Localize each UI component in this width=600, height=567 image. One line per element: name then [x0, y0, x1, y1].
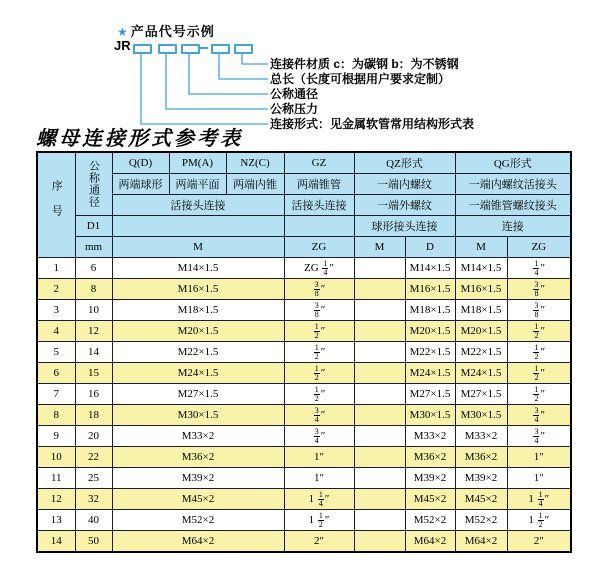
col-gz: GZ — [284, 152, 354, 174]
qg-desc: 一端内螺纹活接头 — [455, 174, 571, 195]
qz-m-cell — [354, 258, 405, 279]
product-code-heading-text: 产品代号示例 — [130, 24, 215, 39]
qz-m-unit: M — [354, 237, 405, 258]
table-row — [37, 384, 571, 405]
dn-cell: 50 — [75, 531, 112, 553]
qz-d-cell: M18×1.5 — [405, 300, 455, 321]
qz-d-cell: M64×2 — [405, 531, 455, 553]
q-desc: 两端球形 — [112, 174, 169, 195]
qg-zg-cell: 2″ — [507, 531, 571, 553]
star-icon: ★ — [117, 25, 129, 39]
qg-zg-cell: $\frac{1}{4}$ ″ — [507, 258, 571, 279]
serial-cell: 7 — [37, 384, 75, 405]
qz-d-unit: D — [405, 237, 455, 258]
qz-d-cell: M22×1.5 — [405, 342, 455, 363]
qz-m-cell — [354, 447, 405, 468]
code-box-4 — [211, 44, 230, 54]
qg-zg-cell: $\frac{3}{4}$ ″ — [507, 426, 571, 447]
qg-m-cell: M22×1.5 — [455, 342, 507, 363]
serial-cell: 1 — [37, 258, 75, 279]
code-box-2 — [158, 44, 177, 54]
col-qz: QZ形式 — [354, 152, 455, 174]
nz-desc: 两端内锥 — [226, 174, 284, 195]
col-nominal-dia: 公称通径 — [75, 152, 112, 216]
table-row — [37, 531, 571, 553]
serial-cell: 11 — [37, 468, 75, 489]
dn-cell: 8 — [75, 279, 112, 300]
zg-cell: $\frac{1}{2}$ ″ — [284, 384, 354, 405]
zg-cell: ZG $\frac{1}{4}$ ″ — [284, 258, 354, 279]
blank-cell — [284, 216, 354, 237]
qz-d-cell: M27×1.5 — [405, 384, 455, 405]
qz-m-cell — [354, 342, 405, 363]
serial-cell: 12 — [37, 489, 75, 510]
qz-m-cell — [354, 363, 405, 384]
qg-zg-cell: $\frac{1}{2}$ ″ — [507, 384, 571, 405]
qz-d-cell: M24×1.5 — [405, 363, 455, 384]
serial-cell: 2 — [37, 279, 75, 300]
qz-d-cell: M39×2 — [405, 468, 455, 489]
qg-zg-cell: $\frac{1}{2}$ ″ — [507, 363, 571, 384]
m-thread-cell: M30×1.5 — [112, 405, 284, 426]
qz-d-cell: M36×2 — [405, 447, 455, 468]
qg-zg-cell: $\frac{3}{8}$ ″ — [507, 279, 571, 300]
qg-m-cell: M18×1.5 — [455, 300, 507, 321]
gz-desc: 两端锥管 — [284, 174, 354, 195]
nut-connection-table — [36, 151, 572, 553]
serial-cell: 9 — [37, 426, 75, 447]
serial-cell: 6 — [37, 363, 75, 384]
m-thread-cell: M24×1.5 — [112, 363, 284, 384]
dn-cell: 40 — [75, 510, 112, 531]
m-thread-cell: M39×2 — [112, 468, 284, 489]
dn-cell: 15 — [75, 363, 112, 384]
qg-m-cell: M24×1.5 — [455, 363, 507, 384]
d1-label: D1 — [75, 216, 112, 237]
qg-row4: 连接 — [455, 216, 571, 237]
m-thread-cell: M22×1.5 — [112, 342, 284, 363]
gz-row3: 活接头连接 — [284, 195, 354, 216]
dn-cell: 12 — [75, 321, 112, 342]
qz-m-cell — [354, 300, 405, 321]
qg-m-cell: M45×2 — [455, 489, 507, 510]
union-joint: 活接头连接 — [112, 195, 284, 216]
mm-label: mm — [75, 237, 112, 258]
qz-d-cell: M20×1.5 — [405, 321, 455, 342]
qg-zg-cell: 1″ — [507, 447, 571, 468]
zg-cell: 1 $\frac{1}{2}$ ″ — [284, 510, 354, 531]
qz-m-cell — [354, 384, 405, 405]
code-dash — [200, 47, 208, 49]
table-row — [37, 258, 571, 279]
qg-m-cell: M36×2 — [455, 447, 507, 468]
dn-cell: 25 — [75, 468, 112, 489]
m-thread-cell: M64×2 — [112, 531, 284, 553]
qg-m-cell: M52×2 — [455, 510, 507, 531]
col-pm: PM(A) — [169, 152, 226, 174]
label-nominal-press: 公称压力 — [270, 102, 319, 116]
qz-d-cell: M30×1.5 — [405, 405, 455, 426]
qz-row4: 球形接头连接 — [354, 216, 455, 237]
table-row — [37, 300, 571, 321]
serial-cell: 10 — [37, 447, 75, 468]
qg-m-cell: M64×2 — [455, 531, 507, 553]
serial-cell: 8 — [37, 405, 75, 426]
m-thread-cell: M20×1.5 — [112, 321, 284, 342]
col-qg: QG形式 — [455, 152, 571, 174]
qg-m-unit: M — [455, 237, 507, 258]
label-conn-form: 连接形式：见金属软管常用结构形式表 — [270, 117, 475, 131]
m-thread-cell: M33×2 — [112, 426, 284, 447]
table-title: 螺母连接形式参考表 — [36, 128, 243, 150]
m-thread-cell: M45×2 — [112, 489, 284, 510]
qg-row3: 一端锥管螺纹接头 — [455, 195, 571, 216]
qz-m-cell — [354, 426, 405, 447]
qg-zg-cell: $\frac{1}{2}$ ″ — [507, 342, 571, 363]
qz-d-cell: M45×2 — [405, 489, 455, 510]
qg-zg-cell: 1″ — [507, 468, 571, 489]
col-nz: NZ(C) — [226, 152, 284, 174]
code-box-3 — [181, 44, 200, 54]
serial-cell: 13 — [37, 510, 75, 531]
zg-cell: $\frac{1}{2}$ ″ — [284, 363, 354, 384]
serial-cell: 5 — [37, 342, 75, 363]
dn-cell: 14 — [75, 342, 112, 363]
code-prefix: JR — [114, 38, 131, 53]
m-thread-cell: M52×2 — [112, 510, 284, 531]
code-box-1 — [133, 44, 152, 54]
serial-cell: 14 — [37, 531, 75, 553]
qz-m-cell — [354, 321, 405, 342]
table-header — [37, 152, 571, 258]
dn-cell: 6 — [75, 258, 112, 279]
serial-cell: 4 — [37, 321, 75, 342]
qz-d-cell: M52×2 — [405, 510, 455, 531]
zg-cell: $\frac{3}{4}$ ″ — [284, 405, 354, 426]
table-row — [37, 489, 571, 510]
qg-zg-unit: ZG — [507, 237, 571, 258]
dn-cell: 22 — [75, 447, 112, 468]
table-row — [37, 426, 571, 447]
serial-cell: 3 — [37, 300, 75, 321]
qz-d-cell: M33×2 — [405, 426, 455, 447]
qz-m-cell — [354, 531, 405, 553]
qg-m-cell: M39×2 — [455, 468, 507, 489]
table-row — [37, 510, 571, 531]
qg-m-cell: M20×1.5 — [455, 321, 507, 342]
qg-zg-cell: $\frac{1}{2}$ ″ — [507, 321, 571, 342]
product-code-heading — [117, 21, 215, 40]
qg-zg-cell: $\frac{3}{4}$ ″ — [507, 405, 571, 426]
code-box-5 — [234, 44, 253, 54]
m-thread-cell: M16×1.5 — [112, 279, 284, 300]
label-material: 连接件材质 c：为碳钢 b：为不锈钢 — [270, 57, 459, 71]
zg-cell: $\frac{3}{4}$ ″ — [284, 426, 354, 447]
zg-cell: 2″ — [284, 531, 354, 553]
m-thread-cell: M27×1.5 — [112, 384, 284, 405]
m-thread-cell: M14×1.5 — [112, 258, 284, 279]
qg-m-cell: M16×1.5 — [455, 279, 507, 300]
m-thread-cell: M36×2 — [112, 447, 284, 468]
dn-cell: 32 — [75, 489, 112, 510]
qz-row3: 一端外螺纹 — [354, 195, 455, 216]
dn-cell: 18 — [75, 405, 112, 426]
table-row — [37, 447, 571, 468]
qg-m-cell: M27×1.5 — [455, 384, 507, 405]
zg-cell: 1″ — [284, 447, 354, 468]
dn-cell: 10 — [75, 300, 112, 321]
col-q: Q(D) — [112, 152, 169, 174]
qg-m-cell: M30×1.5 — [455, 405, 507, 426]
zg-cell: $\frac{1}{2}$ ″ — [284, 321, 354, 342]
qz-m-cell — [354, 510, 405, 531]
zg-unit: ZG — [284, 237, 354, 258]
table-row — [37, 363, 571, 384]
table-row — [37, 279, 571, 300]
qg-m-cell: M33×2 — [455, 426, 507, 447]
qz-d-cell: M16×1.5 — [405, 279, 455, 300]
zg-cell: 1″ — [284, 468, 354, 489]
zg-cell: $\frac{1}{2}$ ″ — [284, 342, 354, 363]
qz-m-cell — [354, 489, 405, 510]
dn-cell: 16 — [75, 384, 112, 405]
pm-desc: 两端平面 — [169, 174, 226, 195]
table-body — [37, 258, 571, 553]
qg-zg-cell: 1 $\frac{1}{2}$ ″ — [507, 510, 571, 531]
col-serial: 序号 — [37, 152, 75, 258]
qz-d-cell: M14×1.5 — [405, 258, 455, 279]
table-row — [37, 405, 571, 426]
dn-cell: 20 — [75, 426, 112, 447]
m-thread-cell: M18×1.5 — [112, 300, 284, 321]
qz-m-cell — [354, 468, 405, 489]
zg-cell: 1 $\frac{1}{4}$ ″ — [284, 489, 354, 510]
qz-desc: 一端内螺纹 — [354, 174, 455, 195]
zg-cell: $\frac{3}{8}$ ″ — [284, 300, 354, 321]
label-nominal-dia: 公称通径 — [270, 87, 319, 101]
m-unit: M — [112, 237, 284, 258]
table-row — [37, 321, 571, 342]
label-total-length: 总长（长度可根据用户要求定制） — [270, 72, 451, 86]
blank-cell — [112, 216, 284, 237]
qg-zg-cell: $\frac{3}{8}$ ″ — [507, 300, 571, 321]
qz-m-cell — [354, 405, 405, 426]
qg-m-cell: M14×1.5 — [455, 258, 507, 279]
zg-cell: $\frac{3}{8}$ ″ — [284, 279, 354, 300]
qz-m-cell — [354, 279, 405, 300]
qg-zg-cell: 1 $\frac{1}{4}$ ″ — [507, 489, 571, 510]
table-row — [37, 342, 571, 363]
table-row — [37, 468, 571, 489]
